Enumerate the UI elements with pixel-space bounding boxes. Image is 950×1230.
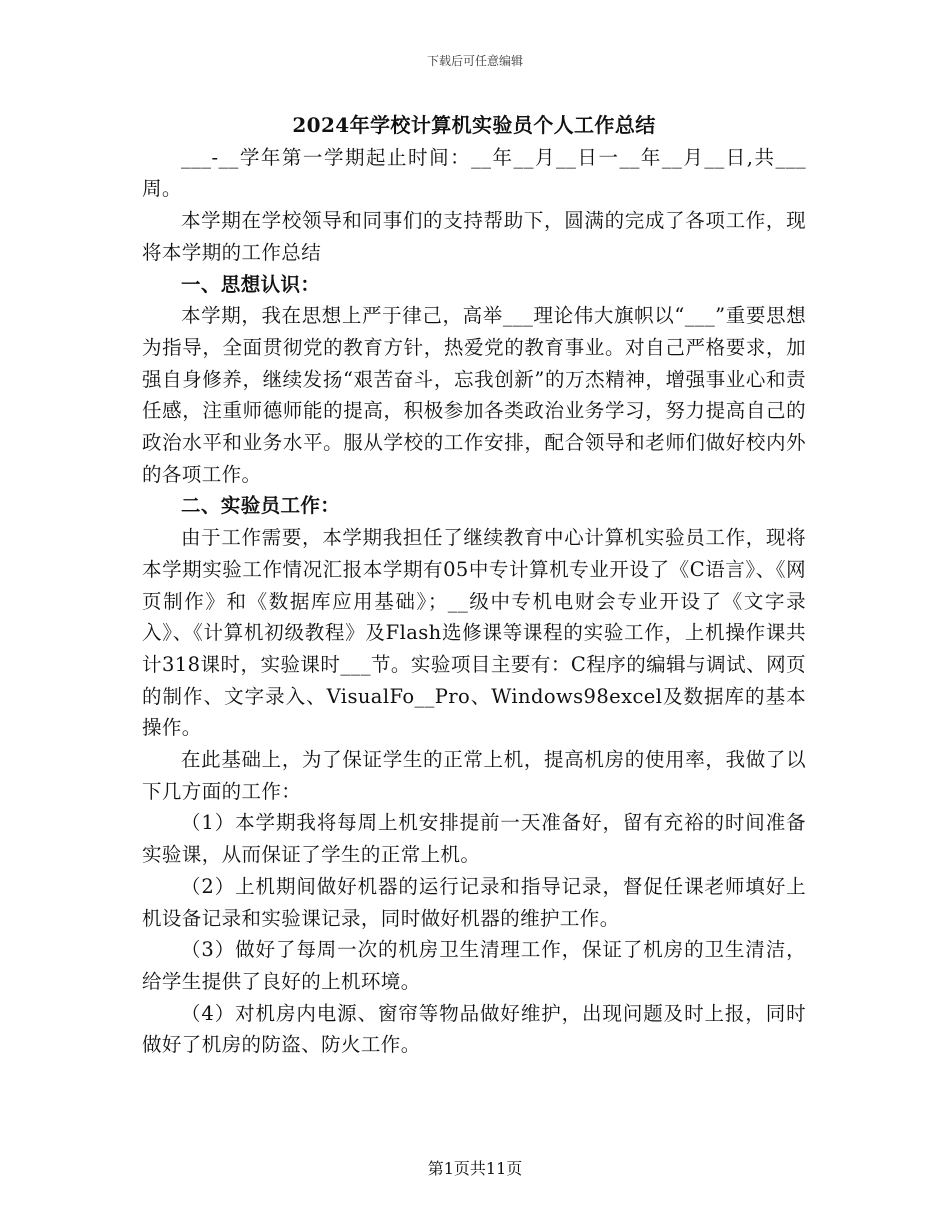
document-title: 2024年学校计算机实验员个人工作总结: [292, 113, 656, 137]
measures-intro-paragraph: 在此基础上，为了保证学生的正常上机，提高机房的使用率，我做了以下几方面的工作：: [142, 748, 806, 803]
ideology-paragraph: 本学期，我在思想上严于律己，高举___理论伟大旗帜以“___”重要思想为指导，全面贯彻党的教育方针，热爱党的教育事业。对自己严格要求，加强自身修养，继续发扬“艰苦奋斗，忘我创新”的万杰精神，增强事业心和责任感，注重师德师能的提高，积极参加各类政治业务学习，努力提高自己的政治水平和业务水平。服从学校的工作安排，配合领导和老师们做好校内外的各项工作。: [142, 304, 806, 486]
measure-item-2: （2）上机期间做好机器的运行记录和指导记录，督促任课老师填好上机设备记录和实验课记录，同时做好机器的维护工作。: [142, 874, 806, 930]
term-dates-paragraph: ___-__学年第一学期起止时间：__年__月__日一__年__月__日,共___周。: [142, 145, 806, 201]
header-note: 下载后可任意编辑: [426, 54, 523, 68]
measure-item-3: （3）做好了每周一次的机房卫生清理工作，保证了机房的卫生清洁，给学生提供了良好的上机环境。: [142, 938, 806, 993]
intro-paragraph: 本学期在学校领导和同事们的支持帮助下，圆满的完成了各项工作，现将本学期的工作总结: [142, 209, 806, 264]
section-heading-ideology: 一、思想认识：: [181, 272, 321, 296]
section-heading-lab-work: 二、实验员工作：: [181, 494, 341, 518]
page-number-footer: 第1页共11页: [427, 1159, 523, 1178]
document-body: [142, 110, 806, 1061]
measure-item-1: （1）本学期我将每周上机安排提前一天准备好，留有充裕的时间准备实验课，从而保证了学生的正常上机。: [142, 811, 806, 867]
lab-work-paragraph: 由于工作需要，本学期我担任了继续教育中心计算机实验员工作，现将本学期实验工作情况汇报本学期有05中专计算机专业开设了《C语言》、《网页制作》和《数据库应用基础》；__级中专机电财会专业开设了《文字录入》、《计算机初级教程》及Flash选修课等课程的实验工作，上机操作课共计318课时，实验课时___节。实验项目主要有：C程序的编辑与调试、网页的制作、文字录入、VisualFo__Pro、Windows98excel及数据库的基本操作。: [142, 526, 806, 740]
measure-item-4: （4）对机房内电源、窗帘等物品做好维护，出现问题及时上报，同时做好了机房的防盗、防火工作。: [142, 1001, 806, 1057]
